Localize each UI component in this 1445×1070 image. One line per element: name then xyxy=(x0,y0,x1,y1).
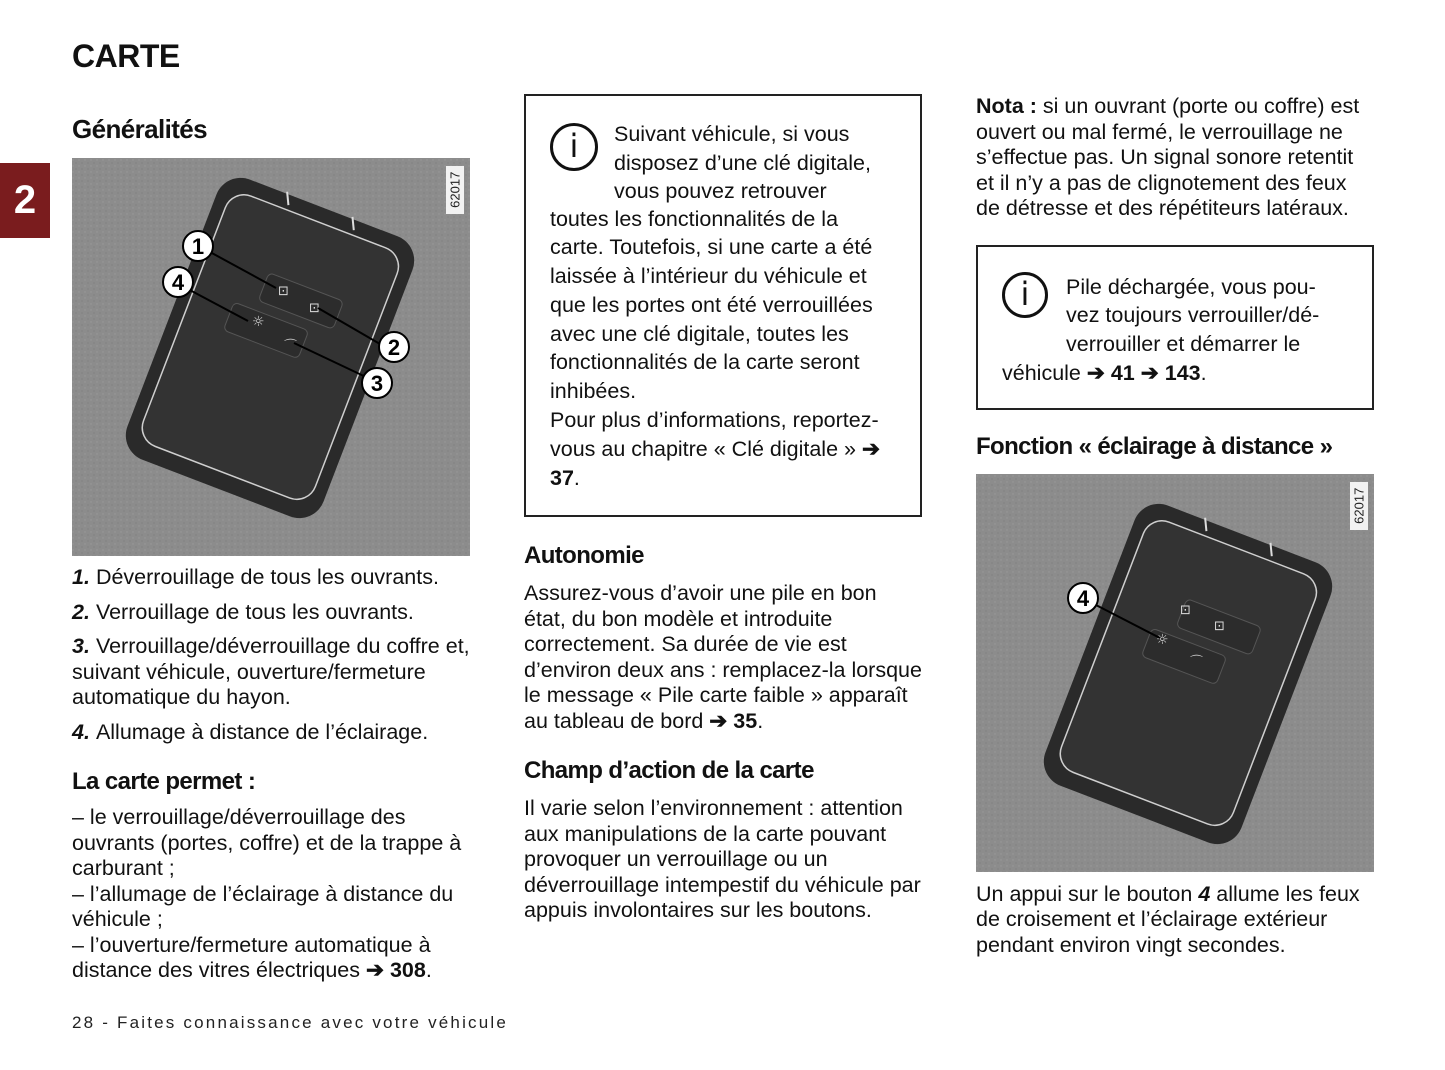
chapter-tab[interactable]: 2 xyxy=(0,163,50,238)
permet-list xyxy=(72,805,472,984)
info-body: véhicule ➔ 41 ➔ 143. xyxy=(1002,360,1207,385)
section-heading-champ-action: Champ d’action de la carte xyxy=(524,757,814,784)
info-box-digital-key xyxy=(524,94,922,517)
tailgate-icon: ⌒ xyxy=(284,339,298,354)
figure-code: 62017 xyxy=(446,166,464,214)
lock-icon: ⊡ xyxy=(1214,618,1225,634)
page-ref-link[interactable]: ➔ 143 xyxy=(1140,360,1201,385)
list-item: – le verrouillage/déverrouillage des ouvrants (portes, coffre) et de la trappe à carburant ; xyxy=(72,805,462,880)
legend-item: 1. Déverrouillage de tous les ouvrants. xyxy=(72,565,439,589)
section-heading-carte-permet: La carte permet : xyxy=(72,768,256,795)
unlock-icon: ⊡ xyxy=(1180,602,1191,618)
unlock-icon: ⊡ xyxy=(278,284,289,299)
section-heading-generalites: Généralités xyxy=(72,114,208,144)
list-item: – l’ouverture/fermeture automatique à distance des vitres électriques ➔ 308. xyxy=(72,932,432,982)
column-1 xyxy=(72,114,472,984)
info-indented-line: vez toujours verrouiller/dé- xyxy=(1066,303,1320,328)
lock-icon: ⊡ xyxy=(309,301,320,316)
legend-item: 3. Verrouillage/déverrouillage du coffre et, suivant véhicule, ouverture/fermeture automatique du hayon. xyxy=(72,634,470,709)
tailgate-icon: ⌒ xyxy=(1190,654,1204,670)
svg-text:1: 1 xyxy=(191,234,205,259)
page-ref-link[interactable]: ➔ 41 xyxy=(1086,360,1135,385)
column-2 xyxy=(524,94,922,924)
legend-item: 4. Allumage à distance de l’éclairage. xyxy=(72,719,429,744)
figure-code: 62017 xyxy=(1350,482,1368,530)
button-ref: 4 xyxy=(1198,881,1211,906)
section-heading-autonomie: Autonomie xyxy=(524,542,644,569)
info-icon: i xyxy=(1002,272,1048,318)
svg-text:4: 4 xyxy=(171,270,185,295)
section-heading-eclairage: Fonction « éclairage à distance » xyxy=(976,432,1333,460)
svg-text:2: 2 xyxy=(387,335,401,360)
light-icon: ☼ xyxy=(252,314,265,330)
legend-list xyxy=(72,565,472,745)
info-indented-line: Pile déchargée, vous pou- xyxy=(1066,274,1316,299)
light-icon: ☼ xyxy=(1156,631,1169,648)
page-footer: 28 - Faites connaissance avec votre véhicule xyxy=(72,1013,509,1032)
nota-text: Nota : si un ouvrant (porte ou coffre) est ouvert ou mal fermé, le verrouillage ne s’effectue pas. Un signal sonore retentit et il n’y a pas de clignotement des feux de détresse et des répétiteurs latéraux. xyxy=(976,94,1360,220)
column-3 xyxy=(976,94,1374,958)
info-body: toutes les fonctionnalités de la carte. Toutefois, si une carte a été laissée à l’intérieur du véhicule et que les portes ont été verrouillées avec une clé digitale, toutes les fonctionnalités de la carte seront inhibées. xyxy=(550,206,873,404)
legend-item: 2. Verrouillage de tous les ouvrants. xyxy=(72,599,414,624)
eclairage-text: Un appui sur le bouton 4 allume les feux de croisement et l’éclairage extérieur pendant environ vingt secondes. xyxy=(976,881,1360,957)
autonomie-text: Assurez-vous d’avoir une pile en bon état, du bon modèle et introduite correctement. Sa durée de vie est d’environ deux ans : remplacez-la lorsque le message « Pile carte faible » apparaît au tableau de bord ➔ 35. xyxy=(524,581,922,733)
card-figure-remote-light xyxy=(976,474,1374,872)
info-indented-line: disposez d’une clé digitale, xyxy=(614,150,871,175)
nota-label: Nota : xyxy=(976,94,1037,118)
info-indented-line: verrouiller et démarrer le xyxy=(1066,332,1301,357)
page-ref-link[interactable]: ➔ 35 xyxy=(709,708,758,733)
page-title: CARTE xyxy=(72,38,180,74)
info-box-battery xyxy=(976,245,1374,410)
key-card-illustration xyxy=(72,158,470,556)
info-icon: i xyxy=(550,123,598,171)
svg-text:3: 3 xyxy=(370,371,384,396)
card-figure xyxy=(72,158,470,556)
list-item: – l’allumage de l’éclairage à distance du véhicule ; xyxy=(72,881,454,931)
page-ref-link[interactable]: ➔ 37 xyxy=(550,436,880,490)
info-indented-line: Suivant véhicule, si vous xyxy=(614,122,850,146)
info-more: Pour plus d’informations, reportez-vous au chapitre « Clé digitale » ➔ 37. xyxy=(550,408,880,490)
champ-text: Il varie selon l’environnement : attention aux manipulations de la carte pouvant provoquer un verrouillage ou un déverrouillage intempestif du véhicule par appuis involontaires sur les boutons. xyxy=(524,796,921,922)
page-ref-link[interactable]: ➔ 308 xyxy=(365,958,426,982)
svg-text:4: 4 xyxy=(1076,585,1090,611)
info-indented-line: vous pouvez retrouver xyxy=(614,179,827,203)
key-card-illustration xyxy=(976,474,1374,872)
